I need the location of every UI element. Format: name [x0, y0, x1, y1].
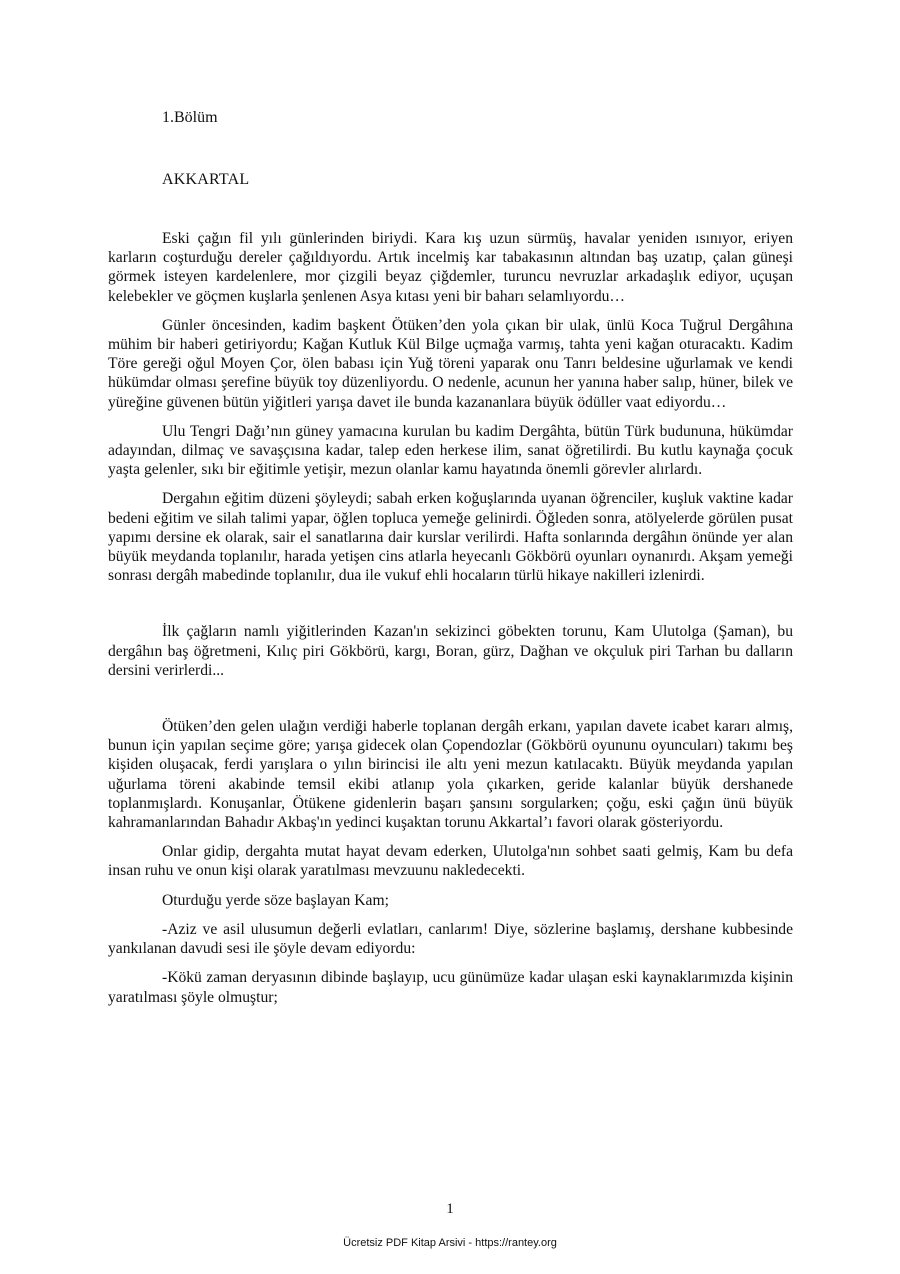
paragraph-8: Oturduğu yerde söze başlayan Kam;: [162, 891, 389, 909]
footer-credit: Ücretsiz PDF Kitap Arsivi - https://rantey.org: [343, 1237, 557, 1249]
paragraph-2: Günler öncesinden, kadim başkent Ötüken’den yola çıkan bir ulak, ünlü Koca Tuğrul Dergâhına mühim bir haberi getiriyordu; Kağan Kutluk Kül Bilge uçmağa varmış, tahta yeni kağan oturacaktı. Kadim Töre gereği oğul Moyen Çor, ölen babası için Yuğ töreni yaparak onu Tanrı beldesine uğurlamak ve kendi hükümdar olması şerefine büyük toy düzenliyordu. O nedenle, acunun her yanına haber salıp, hüner, bilek ve yüreğine güvenen bütün yiğitleri yarışa davet ile bunda kazananlara büyük ödüller vaat ediyordu…: [108, 316, 793, 411]
paragraph-6: Ötüken’den gelen ulağın verdiği haberle toplanan dergâh erkanı, yapılan davete icabet kararı almış, bunun için yapılan seçime göre; yarışa gidecek olan Çopendozlar (Gökbörü oyununu oyuncuları) takımı beş kişiden oluşacak, ferdi yarışlara o yılın birincisi ile altı yeni mezun katılacaktı. Büyük meydanda yapılan uğurlama töreni akabinde temsil ekibi atlanıp yola çıkarken, geride kalanlar büyük dershanede toplanmışlardı. Konuşanlar, Ötükene gidenlerin başarı şansını sorgularken; çoğu, eski çağın ünü büyük kahramanlarından Bahadır Akbaş'ın yedinci kuşaktan torunu Akkartal’ı favori olarak gösteriyordu.: [108, 718, 793, 832]
body-text: [108, 229, 793, 1017]
paragraph-10: -Kökü zaman deryasının dibinde başlayıp, ucu günümüze kadar ulaşan eski kaynaklarımızda kişinin yaratılması şöyle olmuştur;: [108, 969, 793, 1006]
chapter-label: 1.Bölüm: [162, 109, 218, 126]
paragraph-1: Eski çağın fil yılı günlerinden biriydi. Kara kış uzun sürmüş, havalar yeniden ısınıyor, eriyen karların coşturduğu dereler çağıldıyordu. Artık incelmiş kar tabakasının altından baş uzatıp, çalan güneşi görmek isteyen kardelenlere, mor çizgili beyaz çiğdemler, turuncu nevruzlar arkadaşlık ediyor, uçuşan kelebekler ve göçmen kuşlarla şenlenen Asya kıtası yeni bir baharı selamlıyordu…: [108, 230, 793, 305]
chapter-title: AKKARTAL: [162, 171, 250, 188]
paragraph-9: -Aziz ve asil ulusumun değerli evlatları, canlarım! Diye, sözlerine başlamış, dershane kubbesinde yankılanan davudi sesi ile şöyle devam ediyordu:: [108, 920, 793, 958]
paragraph-3: Ulu Tengri Dağı’nın güney yamacına kurulan bu kadim Dergâhta, bütün Türk budununa, hükümdar adayından, dilmaç ve savaşçısına kadar, talep eden herkese ilim, sanat öğretilirdi. Bu kutlu kaynağa çocuk yaşta gelenler, sıkı bir eğitimle yetişir, mezun olanlar kamu hayatında önemli görevler alırlardı.: [108, 422, 793, 479]
paragraph-4: Dergahın eğitim düzeni şöyleydi; sabah erken koğuşlarında uyanan öğrenciler, kuşluk vaktine kadar bedeni eğitim ve silah talimi yapar, öğlen topluca yemeğe gelinirdi. Öğleden sonra, atölyelerde görülen pusat yapımı dersine ek olarak, sair el sanatlarına dair kurslar verilirdi. Hafta sonlarında dergâhın önünde yer alan büyük meydanda toplanılır, harada yetişen cins atlarla heyecanlı Gökbörü oyunları oynanırdı. Akşam yemeği sonrası dergâh mabedinde toplanılır, dua ile vukuf ehli hocaların türlü hikaye nakilleri izlenirdi.: [108, 490, 793, 585]
page-number: 1: [446, 1201, 454, 1217]
paragraph-7: Onlar gidip, dergahta mutat hayat devam ederken, Ulutolga'nın sohbet saati gelmiş, Kam bu defa insan ruhu ve onun kişi olarak yaratılması mevzuunu nakledecekti.: [108, 843, 793, 880]
paragraph-5: İlk çağların namlı yiğitlerinden Kazan'ın sekizinci göbekten torunu, Kam Ulutolga (Şaman), bu dergâhın baş öğretmeni, Kılıç piri Gökbörü, kargı, Boran, gürz, Dağhan ve okçuluk piri Tarhan bu dalların dersini verirlerdi...: [108, 623, 793, 679]
